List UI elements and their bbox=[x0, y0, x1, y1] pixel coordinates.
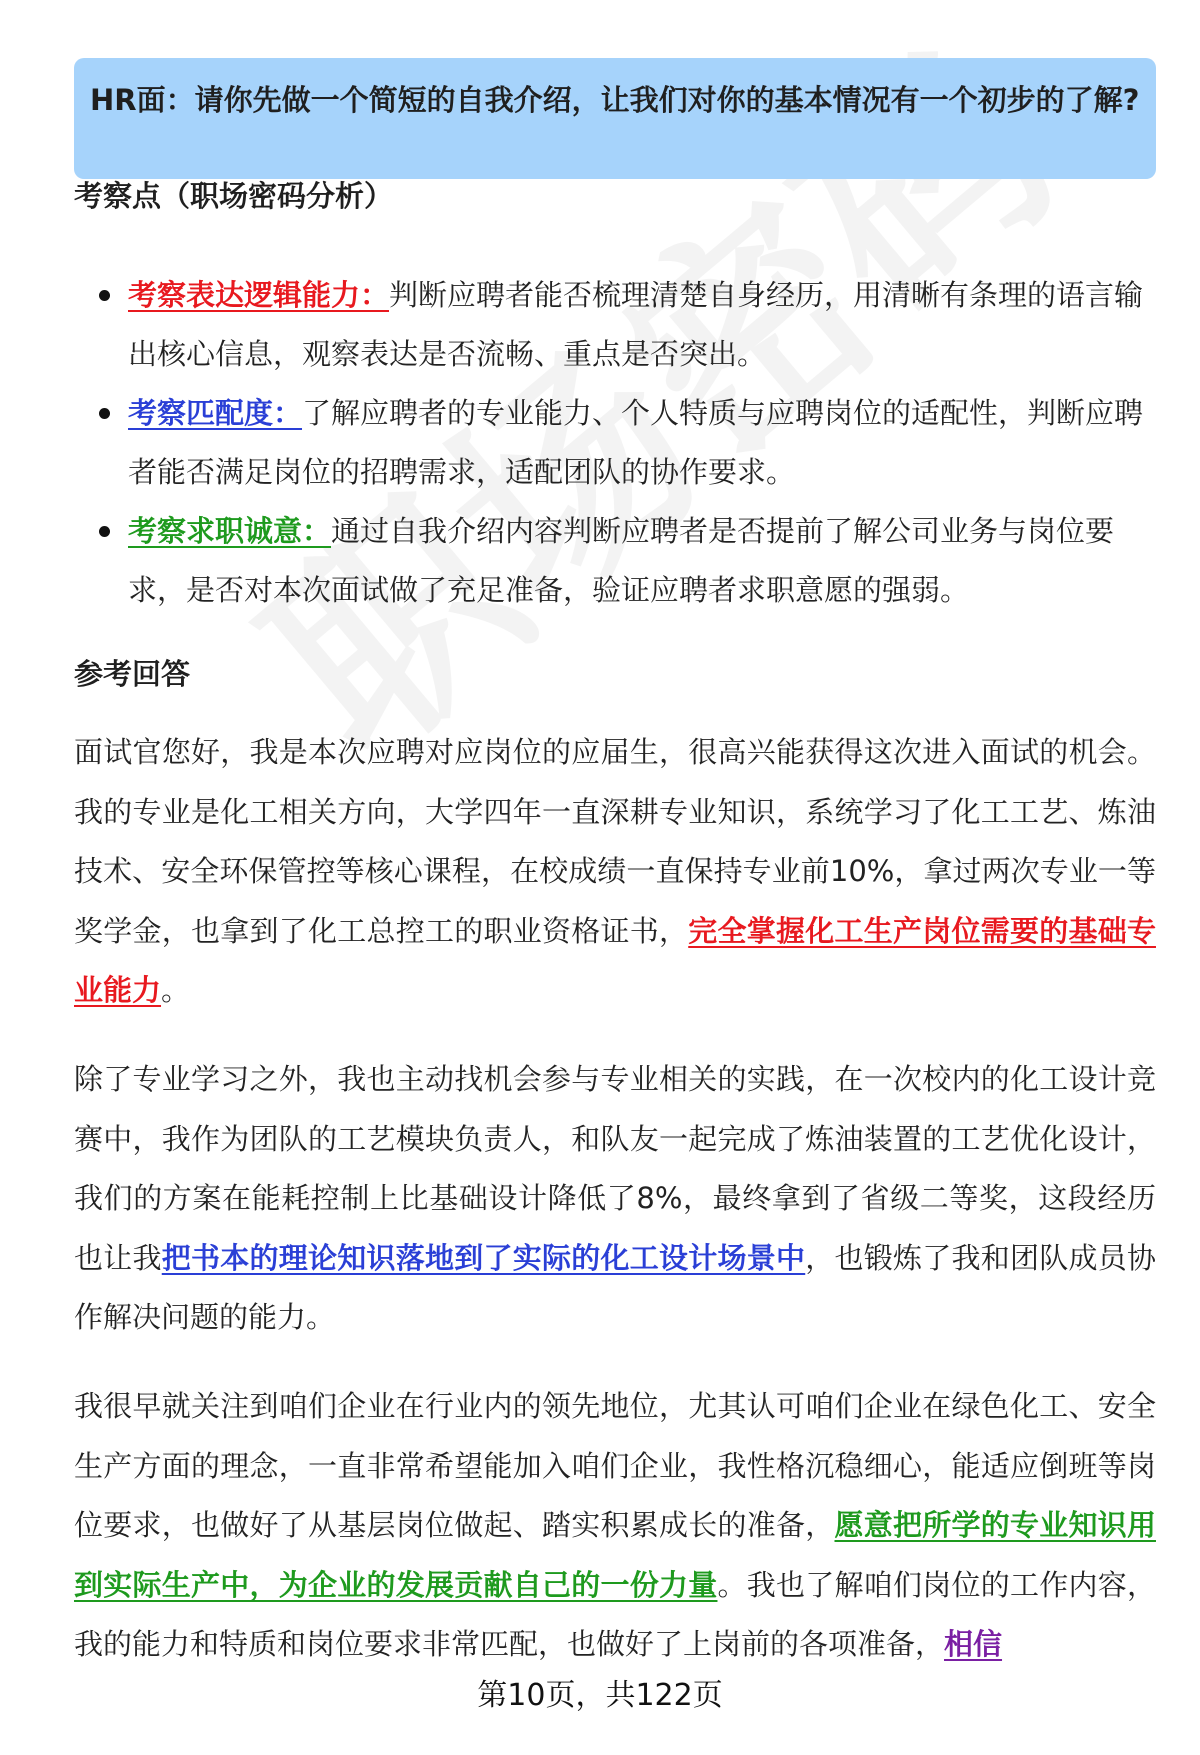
bullet-icon bbox=[99, 290, 110, 301]
paragraph-text: 我很早就关注到咱们企业在行业内的领先地位，尤其认可咱们企业在绿色化工、安全生产方面的理念，一直非常希望能加入咱们企业，我性格沉稳细心，能适应倒班等岗位要求，也做好了从基层岗位做起、踏实积累成长的准备， bbox=[74, 1389, 1156, 1542]
highlight-text: 相信 bbox=[944, 1627, 1003, 1661]
highlight-text: 完全掌握化工生产岗位需要的基础专业能力 bbox=[74, 913, 1156, 1007]
list-item bbox=[74, 384, 1156, 502]
paragraph-text: 除了专业学习之外，我也主动找机会参与专业相关的实践，在一次校内的化工设计竞赛中，我作为团队的工艺模块负责人，和队友一起完成了炼油装置的工艺优化设计，我们的方案在能耗控制上比基础设计降低了8%，最终拿到了省级二等奖，这段经历也让我 bbox=[74, 1062, 1156, 1275]
item-label: 考察匹配度： bbox=[128, 396, 303, 430]
highlight-text: 把书本的理论知识落地到了实际的化工设计场景中 bbox=[161, 1240, 806, 1275]
list-item bbox=[74, 502, 1156, 620]
item-text: 判断应聘者能否梳理清楚自身经历，用清晰有条理的语言输出核心信息，观察表达是否流畅、重点是否突出。 bbox=[128, 278, 1144, 371]
paragraph-text: ，也锻炼了我和团队成员协作解决问题的能力。 bbox=[74, 1240, 1156, 1334]
analysis-title: 考察点（职场密码分析） bbox=[74, 179, 394, 213]
item-text: 了解应聘者的专业能力、个人特质与应聘岗位的适配性，判断应聘者能否满足岗位的招聘需求，适配团队的协作要求。 bbox=[128, 396, 1144, 489]
bullet-icon bbox=[99, 526, 110, 537]
item-label: 考察表达逻辑能力： bbox=[128, 278, 390, 312]
highlight-text: 愿意把所学的专业知识用到实际生产中，为企业的发展贡献自己的一份力量 bbox=[74, 1508, 1156, 1602]
analysis-list bbox=[74, 266, 1156, 620]
answer-paragraph-1 bbox=[74, 723, 1156, 1021]
question-text: HR面：请你先做一个简短的自我介绍，让我们对你的基本情况有一个初步的了解? bbox=[90, 83, 1140, 117]
paragraph-text: 面试官您好，我是本次应聘对应岗位的应届生，很高兴能获得这次进入面试的机会。我的专业是化工相关方向，大学四年一直深耕专业知识，系统学习了化工工艺、炼油技术、安全环保管控等核心课程，在校成绩一直保持专业前10%，拿过两次专业一等奖学金，也拿到了化工总控工的职业资格证书， bbox=[74, 735, 1156, 948]
list-item bbox=[74, 266, 1156, 384]
answer-paragraph-2 bbox=[74, 1050, 1156, 1348]
item-label: 考察求职诚意： bbox=[128, 514, 332, 548]
question-box bbox=[74, 58, 1156, 179]
paragraph-text: 。 bbox=[161, 973, 191, 1007]
paragraph-text: 。我也了解咱们岗位的工作内容，我的能力和特质和岗位要求非常匹配，也做好了上岗前的各项准备， bbox=[74, 1567, 1156, 1661]
answer-paragraph-3 bbox=[74, 1377, 1156, 1675]
item-text: 通过自我介绍内容判断应聘者是否提前了解公司业务与岗位要求，是否对本次面试做了充足准备，验证应聘者求职意愿的强弱。 bbox=[128, 514, 1115, 607]
answer-title: 参考回答 bbox=[74, 657, 191, 691]
bullet-icon bbox=[99, 408, 110, 419]
page-number: 第10页，共122页 bbox=[477, 1678, 723, 1713]
